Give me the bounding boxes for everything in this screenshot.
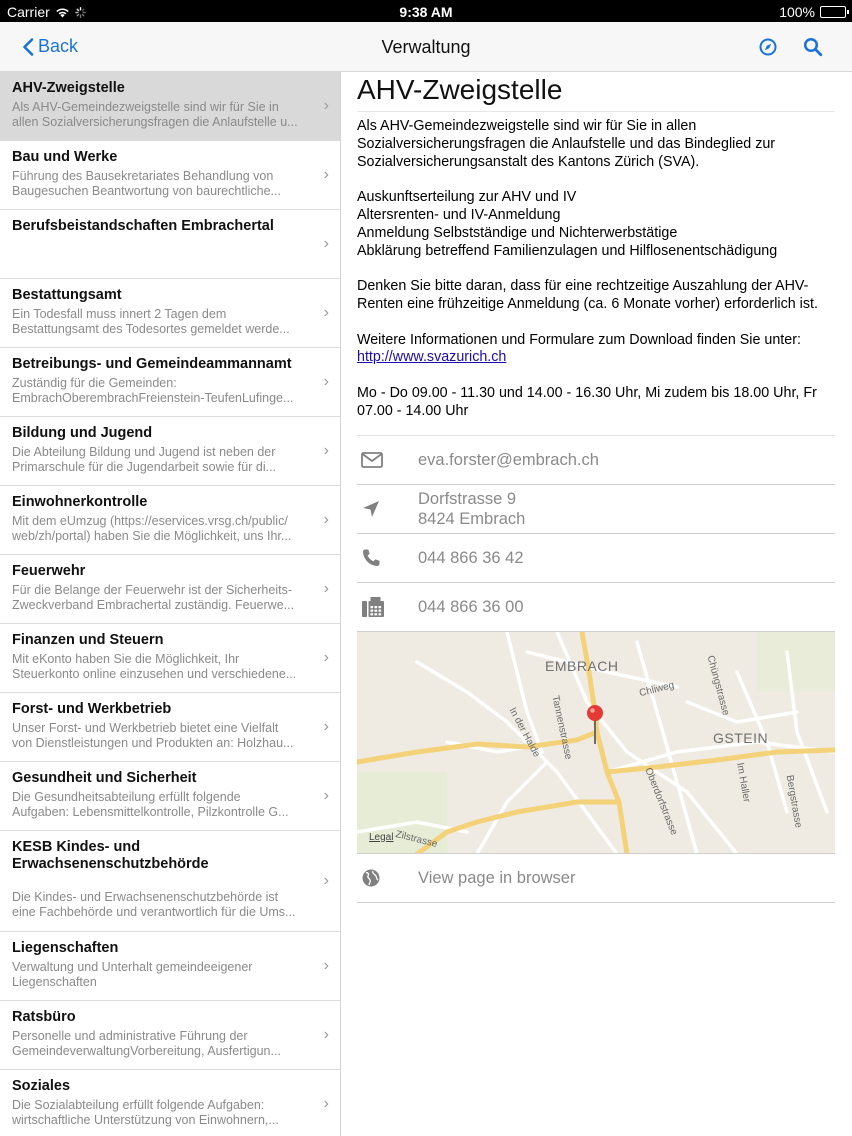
- list-item-title: Feuerwehr: [12, 563, 86, 579]
- chevron-right-icon: ›: [323, 442, 329, 459]
- map-place-label: EMBRACH: [545, 657, 619, 674]
- browser-label: View page in browser: [418, 868, 576, 887]
- map-street-label: Chliweg: [638, 679, 676, 699]
- list-item-title: Berufsbeistandschaften Embrachertal: [12, 218, 274, 234]
- list-item-subtitle: Ein Todesfall muss innert 2 Tagen dem Bestattungsamt des Todesortes gemeldet werde...: [12, 307, 290, 336]
- list-item-title: Ratsbüro: [12, 1009, 76, 1025]
- detail-info: [357, 332, 835, 368]
- list-item-title: Gesundheit und Sicherheit: [12, 770, 197, 786]
- list-item[interactable]: [0, 72, 340, 141]
- list-item[interactable]: [0, 417, 340, 486]
- list-item-title: Finanzen und Steuern: [12, 632, 164, 648]
- search-icon[interactable]: [803, 37, 823, 57]
- service-item: Auskunftserteilung zur AHV und IV: [357, 189, 577, 206]
- sva-link[interactable]: http://www.svazurich.ch: [357, 349, 507, 366]
- list-item-title: Bau und Werke: [12, 149, 118, 165]
- email-row[interactable]: [357, 435, 835, 485]
- battery-icon: [820, 6, 846, 18]
- map-street-label: Oberdorfstrasse: [642, 765, 680, 837]
- map-place-label: GSTEIN: [713, 729, 769, 746]
- list-item[interactable]: [0, 348, 340, 417]
- chevron-right-icon: ›: [323, 304, 329, 321]
- phone-icon: [361, 548, 381, 568]
- detail-reminder: Denken Sie bitte daran, dass für eine rechtzeitige Auszahlung der AHV-Renten eine frühzeitige Anmeldung (ca. 6 Monate vorher) erforderlich ist.: [357, 278, 818, 312]
- battery-info: [779, 4, 846, 20]
- list-item-subtitle: Die Sozialabteilung erfüllt folgende Aufgaben: wirtschaftliche Unterstützung von Einwohnern,...: [12, 1098, 279, 1127]
- service-item: Abklärung betreffend Familienzulagen und Hilflosenentschädigung: [357, 242, 778, 259]
- list-item[interactable]: [0, 831, 340, 932]
- list-item-subtitle: Zuständig für die Gemeinden: EmbrachOberembrachFreienstein-TeufenLufinge...: [12, 376, 294, 405]
- list-item-title: Bildung und Jugend: [12, 425, 153, 441]
- list-item[interactable]: [0, 210, 340, 279]
- list-item-title: Liegenschaften: [12, 940, 119, 956]
- list-item-subtitle: Die Abteilung Bildung und Jugend ist neben der Primarschule für die Jugendarbeit sowie für di...: [12, 445, 277, 474]
- department-list: [0, 72, 341, 1136]
- chevron-right-icon: ›: [323, 1026, 329, 1043]
- detail-intro: Als AHV-Gemeindezweigstelle sind wir für Sie in allen Sozialversicherungsfragen die Anlaufstelle und das Bindeglied zur Sozialversicherungsanstalt des Kantons Zürich (SVA).: [357, 118, 776, 170]
- detail-pane: [357, 72, 835, 903]
- list-item[interactable]: [0, 141, 340, 210]
- compass-icon[interactable]: [758, 37, 778, 57]
- list-item-subtitle: Mit eKonto haben Sie die Möglichkeit, Ihr Steuerkonto online einzusehen und verschiedene...: [12, 652, 297, 681]
- chevron-right-icon: ›: [323, 580, 329, 597]
- list-item-subtitle: Unser Forst- und Werkbetrieb bietet eine Vielfalt von Dienstleistungen und Produkten an: Holzhau...: [12, 721, 294, 750]
- list-item[interactable]: [0, 932, 340, 1001]
- list-item-subtitle: Mit dem eUmzug (https://eservices.vrsg.ch/public/ web/zh/portal) haben Sie die Möglichkeit, uns Ihr...: [12, 514, 292, 543]
- location-map[interactable]: [357, 632, 835, 854]
- page-title: Verwaltung: [381, 37, 471, 57]
- chevron-right-icon: ›: [323, 1095, 329, 1112]
- map-street-label: Chüngstrasse: [704, 653, 732, 717]
- detail-services: [357, 189, 835, 260]
- fax-row[interactable]: [357, 583, 835, 632]
- list-item-subtitle: Die Gesundheitsabteilung erfüllt folgende Aufgaben: Lebensmittelkontrolle, Pilzkontrolle G...: [12, 790, 289, 819]
- open-in-browser-row[interactable]: [357, 854, 835, 903]
- list-item-subtitle: Verwaltung und Unterhalt gemeindeeigener Liegenschaften: [12, 960, 253, 989]
- map-street-label: In der Halde: [506, 705, 542, 759]
- phone-value: 044 866 36 42: [418, 548, 524, 567]
- list-item-subtitle: Personelle und administrative Führung der GemeindeverwaltungVorbereitung, Ausfertigun...: [12, 1029, 281, 1058]
- list-item[interactable]: [0, 486, 340, 555]
- list-item-title: Bestattungsamt: [12, 287, 122, 303]
- map-street-label: Zilstrasse: [394, 828, 439, 850]
- map-street-label: Bergstrasse: [783, 773, 804, 829]
- chevron-right-icon: ›: [323, 787, 329, 804]
- list-item[interactable]: [0, 762, 340, 831]
- list-item[interactable]: [0, 624, 340, 693]
- chevron-right-icon: ›: [323, 957, 329, 974]
- opening-hours: Mo - Do 09.00 - 11.30 und 14.00 - 16.30 Uhr, Mi zudem bis 18.00 Uhr, Fr 07.00 - 14.00 Uhr: [357, 384, 817, 419]
- address-row[interactable]: [357, 485, 835, 534]
- chevron-right-icon: ›: [323, 373, 329, 390]
- clock: 9:38 AM: [399, 4, 453, 20]
- service-item: Anmeldung Selbstständige und Nichterwerbstätige: [357, 224, 678, 241]
- back-label: Back: [38, 36, 79, 56]
- list-item-subtitle: Die Kindes- und Erwachsenenschutzbehörde ist eine Fachbehörde und verantwortlich für die Ums...: [12, 890, 296, 919]
- carrier-label: Carrier: [7, 4, 50, 20]
- detail-title: AHV-Zweigstelle: [357, 74, 835, 112]
- list-item-title: Soziales: [12, 1078, 71, 1094]
- list-item[interactable]: [0, 693, 340, 762]
- list-item-title: KESB Kindes- und Erwachsenenschutzbehörde: [12, 839, 209, 872]
- address-value: Dorfstrasse 9 8424 Embrach: [418, 489, 526, 528]
- info-text: Weitere Informationen und Formulare zum Download finden Sie unter:: [357, 331, 801, 348]
- map-street-label: Tannenstrasse: [549, 694, 574, 761]
- email-value: eva.forster@embrach.ch: [418, 450, 599, 469]
- list-item-subtitle: Als AHV-Gemeindezweigstelle sind wir für Sie in allen Sozialversicherungsfragen die Anlaufstelle u...: [12, 100, 298, 129]
- list-item-title: AHV-Zweigstelle: [12, 80, 125, 96]
- map-pin-icon[interactable]: [586, 704, 604, 746]
- fax-value: 044 866 36 00: [418, 597, 524, 616]
- status-bar: [0, 0, 852, 22]
- list-item[interactable]: [0, 279, 340, 348]
- chevron-right-icon: ›: [323, 235, 329, 252]
- list-item[interactable]: [0, 1070, 340, 1136]
- phone-row[interactable]: [357, 534, 835, 583]
- service-item: Altersrenten- und IV-Anmeldung: [357, 206, 561, 223]
- list-item-subtitle: Führung des Bausekretariates Behandlung von Baugesuchen Beantwortung von baurechtliche...: [12, 169, 281, 198]
- chevron-right-icon: ›: [323, 872, 329, 889]
- list-item-title: Einwohnerkontrolle: [12, 494, 148, 510]
- list-item-title: Forst- und Werkbetrieb: [12, 701, 172, 717]
- list-item[interactable]: [0, 1001, 340, 1070]
- map-street-label: Im Haller: [734, 761, 752, 803]
- envelope-icon: [361, 452, 383, 468]
- chevron-right-icon: ›: [323, 97, 329, 114]
- detail-body: [357, 118, 835, 421]
- location-arrow-icon: [361, 499, 381, 519]
- list-item-title: Betreibungs- und Gemeindeammannamt: [12, 356, 292, 372]
- chevron-right-icon: ›: [323, 649, 329, 666]
- map-legal-link[interactable]: Legal: [369, 831, 394, 843]
- list-item-subtitle: Für die Belange der Feuerwehr ist der Sicherheits- Zweckverband Embrachertal zuständig. Feuerwe...: [12, 583, 295, 612]
- fax-icon: [361, 596, 385, 618]
- chevron-right-icon: ›: [323, 511, 329, 528]
- globe-icon: [361, 868, 381, 888]
- chevron-right-icon: ›: [323, 718, 329, 735]
- navigation-bar: [0, 22, 852, 72]
- battery-percent: 100%: [779, 4, 815, 20]
- chevron-right-icon: ›: [323, 166, 329, 183]
- list-item[interactable]: [0, 555, 340, 624]
